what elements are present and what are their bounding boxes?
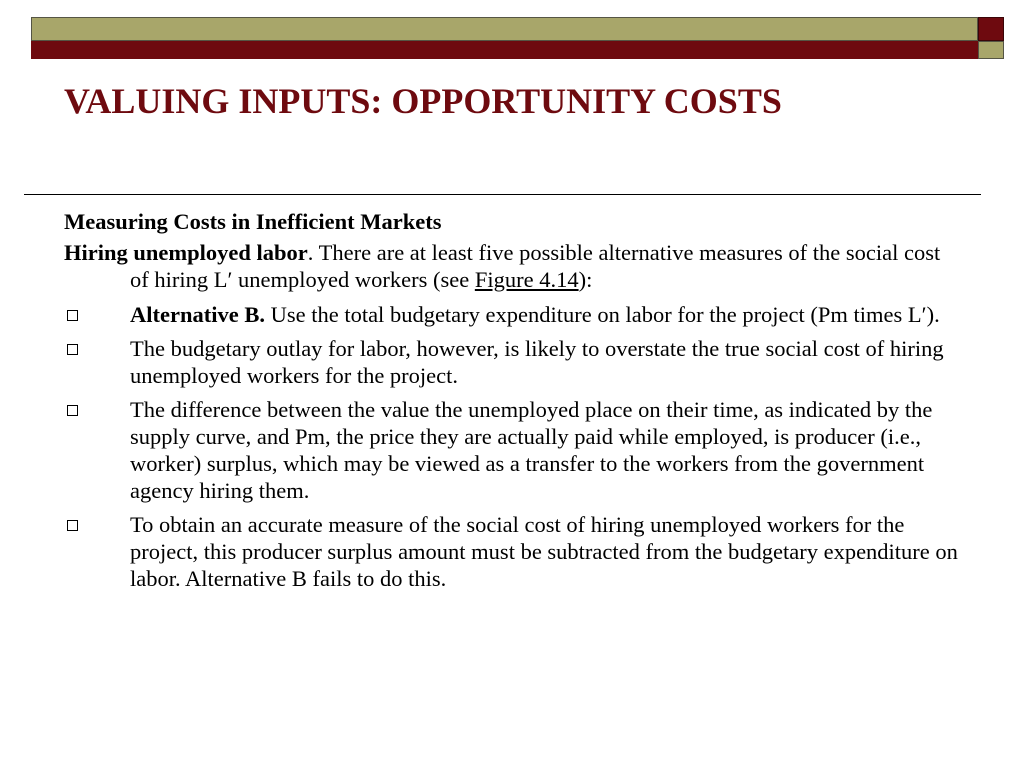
- bullet-item: [64, 301, 964, 328]
- bullet-item: [64, 511, 964, 592]
- intro-text: . There are at least five possible alternative measures of the social cost of hiring L′ unemployed workers (see: [130, 240, 941, 292]
- bullet-item: [64, 396, 964, 504]
- bullet-bold: Alternative B.: [130, 302, 265, 327]
- figure-link[interactable]: Figure 4.14: [474, 267, 579, 292]
- slide-body: [64, 208, 964, 599]
- bullet-item: [64, 335, 964, 389]
- intro-paragraph: [64, 239, 964, 293]
- bullet-text: The difference between the value the unemployed place on their time, as indicated by the supply curve, and Pm, the price they are actually paid while employed, is producer (i.e., worker) surplus, which may be viewed as a transfer to the workers from the government agency hiring them.: [130, 397, 933, 503]
- bullet-text: To obtain an accurate measure of the social cost of hiring unemployed workers for the project, this producer surplus amount must be subtracted from the budgetary expenditure on labor. Alternative B fails to do this.: [130, 512, 958, 591]
- header-square-olive: [978, 41, 1004, 59]
- slide-title: VALUING INPUTS: OPPORTUNITY COSTS: [64, 81, 782, 121]
- square-bullet-icon: [67, 405, 78, 416]
- intro-tail: ):: [578, 267, 593, 292]
- bullet-text: Use the total budgetary expenditure on labor for the project (Pm times L′).: [264, 302, 940, 327]
- subheading: Measuring Costs in Inefficient Markets: [64, 209, 442, 234]
- header-band-olive: [31, 17, 978, 41]
- header-band-maroon: [31, 41, 978, 59]
- square-bullet-icon: [67, 520, 78, 531]
- title-divider: [24, 194, 981, 195]
- bullet-text: The budgetary outlay for labor, however, is likely to overstate the true social cost of hiring unemployed workers for the project.: [130, 336, 944, 388]
- header-square-maroon: [978, 17, 1004, 41]
- square-bullet-icon: [67, 344, 78, 355]
- intro-bold-lead: Hiring unemployed labor: [64, 240, 308, 265]
- square-bullet-icon: [67, 310, 78, 321]
